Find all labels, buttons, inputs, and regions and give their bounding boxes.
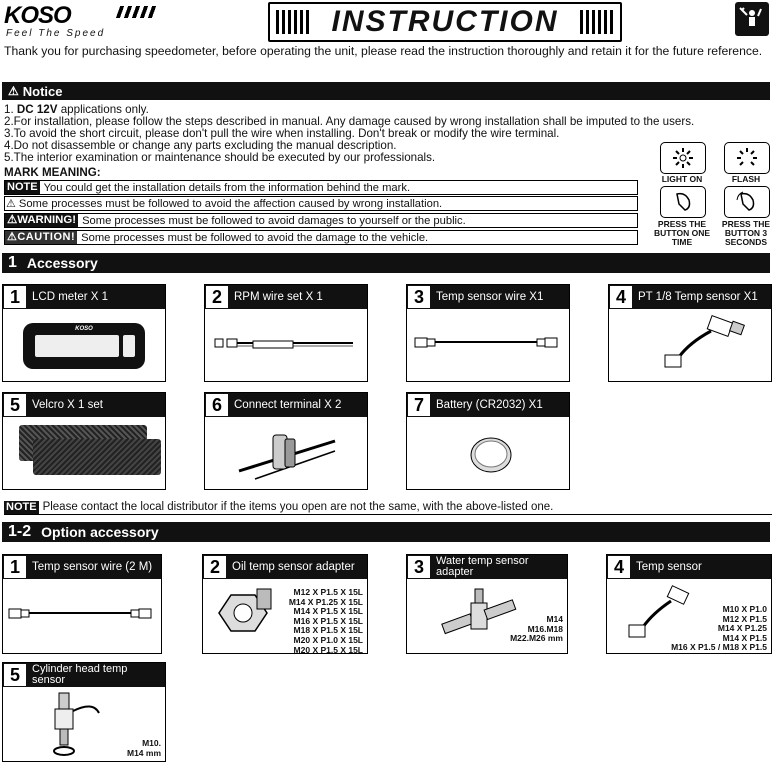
item-header xyxy=(205,285,367,309)
spec-line: M12 X P1.5 xyxy=(722,613,767,624)
meter-brand-label: KOSO xyxy=(75,326,93,332)
item-header xyxy=(3,285,165,309)
item-title: Oil temp sensor adapter xyxy=(232,561,355,573)
item-title: Water temp sensor adapter xyxy=(436,555,529,578)
item-number: 5 xyxy=(4,664,26,686)
notice-heading-bar xyxy=(2,82,770,100)
accessory-note-text: Please contact the local distributor if the items you open are not the same, with the above-listed one. xyxy=(42,501,554,513)
notice-item-1: 1. DC 12V applications only. xyxy=(4,103,149,116)
rpm-wire-illustration xyxy=(213,329,361,359)
water-adapter-specs xyxy=(510,615,563,644)
item-title: PT 1/8 Temp sensor X1 xyxy=(638,291,758,303)
option-item-temp-sensor-wire xyxy=(2,554,162,654)
light-on-icon xyxy=(660,142,706,174)
item-number: 4 xyxy=(608,556,630,578)
velcro-strip-icon xyxy=(33,439,161,475)
notice-item-4: 4.Do not disassemble or change any parts excluding the manual description. xyxy=(4,139,397,152)
mark-meaning-label: MARK MEANING: xyxy=(4,166,101,179)
item-header xyxy=(609,285,771,309)
item-number: 2 xyxy=(204,556,226,578)
spec-line: M18 X P1.5 X 15L xyxy=(293,625,363,636)
item-number: 3 xyxy=(408,286,430,308)
accessory-item-pt-temp-sensor xyxy=(608,284,772,382)
item-title: Temp sensor xyxy=(636,561,702,573)
mark-text: You could get the installation details from the information behind the mark. xyxy=(43,181,411,194)
spec-line: M16 X P1.5 / M18 X P1.5 xyxy=(671,642,767,653)
item-number: 5 xyxy=(4,394,26,416)
option-heading: Option accessory xyxy=(41,524,159,540)
item-title: Connect terminal X 2 xyxy=(234,399,342,411)
item-number: 3 xyxy=(408,556,430,578)
item-title: Cylinder head temp sensor xyxy=(32,663,128,686)
mechanic-icon xyxy=(735,2,769,36)
accessory-heading: Accessory xyxy=(26,255,98,271)
notice-item-3: 3.To avoid the short circuit, please don't pull the wire when installing. Don't break or modify the wire terminal. xyxy=(4,127,560,140)
press-once-label: PRESS THE BUTTON ONE TIME xyxy=(653,219,711,247)
accessory-item-battery xyxy=(406,392,570,490)
item-title: Battery (CR2032) X1 xyxy=(436,399,543,411)
intro-text: Thank you for purchasing speedometer, before operating the unit, please read the instruction thoroughly and retain it for the future reference. xyxy=(4,44,763,58)
notice-heading: Notice xyxy=(22,83,63,99)
spec-line: M22.M26 mm xyxy=(510,633,563,644)
warning-triangle-icon: ⚠ xyxy=(6,198,16,210)
option-item-water-temp-adapter xyxy=(406,554,568,654)
spec-line: M14 mm xyxy=(126,747,161,758)
item-title: Temp sensor wire (2 M) xyxy=(32,561,153,573)
section-number: 1-2 xyxy=(8,523,32,540)
item-number: 7 xyxy=(408,394,430,416)
mark-text: Some processes must be followed to avoid the damage to the vehicle. xyxy=(81,231,429,244)
cylinder-sensor-illustration xyxy=(43,691,103,759)
item-header xyxy=(3,393,165,417)
flash-icon xyxy=(724,142,770,174)
item-header xyxy=(3,663,165,687)
spec-line: M14 X P1.25 xyxy=(717,623,767,634)
option-item-oil-temp-adapter xyxy=(202,554,368,654)
spec-line: M16.M18 xyxy=(527,623,563,634)
cylinder-sensor-specs xyxy=(127,739,161,758)
warning-tag: ⚠WARNING! xyxy=(7,214,77,226)
note-tag: NOTE xyxy=(6,500,37,513)
page-title: INSTRUCTION xyxy=(331,5,559,38)
option-item-temp-sensor xyxy=(606,554,772,654)
caution-tag: ⚠CAUTION! xyxy=(7,231,76,243)
item-title: Velcro X 1 set xyxy=(32,399,103,411)
spec-line: M14 X P1.5 X 15L xyxy=(293,606,363,617)
accessory-item-temp-sensor-wire xyxy=(406,284,570,382)
flash-label: FLASH xyxy=(731,174,761,184)
item-header xyxy=(607,555,771,579)
mark-row-note xyxy=(4,180,638,195)
item-number: 4 xyxy=(610,286,632,308)
mark-row-caution xyxy=(4,230,638,245)
mark-text: Some processes must be followed to avoid damages to yourself or the public. xyxy=(82,214,466,227)
mark-text: Some processes must be followed to avoid the affection caused by wrong installation. xyxy=(18,197,443,210)
pt-sensor-illustration xyxy=(639,313,749,377)
water-adapter-illustration xyxy=(437,585,521,645)
item-number: 6 xyxy=(206,394,228,416)
accessory-heading-bar xyxy=(2,253,770,273)
item-number: 1 xyxy=(4,556,26,578)
accessory-item-velcro xyxy=(2,392,166,490)
option-wire-illustration xyxy=(7,603,157,625)
terminal-illustration xyxy=(235,421,345,485)
option-item-cylinder-head-sensor xyxy=(2,662,166,762)
mark-row-warning xyxy=(4,213,638,228)
temp-sensor-specs xyxy=(671,605,767,653)
item-title: LCD meter X 1 xyxy=(32,291,109,303)
temp-wire-illustration xyxy=(413,331,563,355)
item-title: RPM wire set X 1 xyxy=(234,291,323,303)
oil-adapter-specs xyxy=(289,588,363,655)
spec-line: M12 X P1.5 X 15L xyxy=(293,587,363,597)
item-header xyxy=(3,555,161,579)
press-hold-label: PRESS THE BUTTON 3 SECONDS xyxy=(721,219,771,247)
accessory-note xyxy=(4,500,772,515)
spec-line: M10 X P1.0 xyxy=(722,604,767,614)
spec-line: M14 X P1.25 X 15L xyxy=(288,596,363,607)
battery-coin-icon xyxy=(469,435,513,475)
left-stripes-icon xyxy=(276,10,310,34)
spec-line: M20 X P1.0 X 15L xyxy=(293,634,363,645)
accessory-item-connect-terminal xyxy=(204,392,368,490)
accessory-item-lcd-meter xyxy=(2,284,166,382)
lcd-gear xyxy=(123,335,135,357)
press-hold-icon xyxy=(724,186,770,218)
item-header xyxy=(203,555,367,579)
mark-row-caution-triangle xyxy=(4,196,638,211)
lcd-meter-illustration xyxy=(23,323,145,369)
lcd-screen xyxy=(35,335,119,357)
checkered-flag-icon xyxy=(116,6,158,18)
item-header xyxy=(407,393,569,417)
item-header xyxy=(407,555,567,579)
notice-item-5: 5.The interior examination or maintenance should be executed by our professionals. xyxy=(4,151,436,164)
section-number: 1 xyxy=(8,254,17,271)
item-title: Temp sensor wire X1 xyxy=(436,291,544,303)
notice-item-2: 2.For installation, please follow the steps described in manual. Any damage caused by wrong installation shall be imputed to the users. xyxy=(4,115,695,128)
option-heading-bar xyxy=(2,522,770,542)
oil-adapter-illustration xyxy=(215,585,279,641)
title-banner xyxy=(268,2,622,42)
item-number: 2 xyxy=(206,286,228,308)
spec-line: M14 xyxy=(546,614,563,624)
accessory-item-rpm-wire xyxy=(204,284,368,382)
spec-line: M10. xyxy=(142,738,161,748)
light-on-label: LIGHT ON xyxy=(661,174,703,184)
tagline: Feel The Speed xyxy=(6,28,106,39)
spec-line: M16 X P1.5 X 15L xyxy=(293,615,363,626)
koso-logo: KOSO xyxy=(4,2,71,29)
item-header xyxy=(407,285,569,309)
item-number: 1 xyxy=(4,286,26,308)
spec-line: M14 X P1.5 xyxy=(722,632,767,643)
warning-triangle-icon: ⚠ xyxy=(8,84,19,98)
press-once-icon xyxy=(660,186,706,218)
item-header xyxy=(205,393,367,417)
spec-line: M20 X P1.5 X 15L xyxy=(293,644,363,655)
note-tag: NOTE xyxy=(7,181,38,193)
right-stripes-icon xyxy=(580,10,614,34)
